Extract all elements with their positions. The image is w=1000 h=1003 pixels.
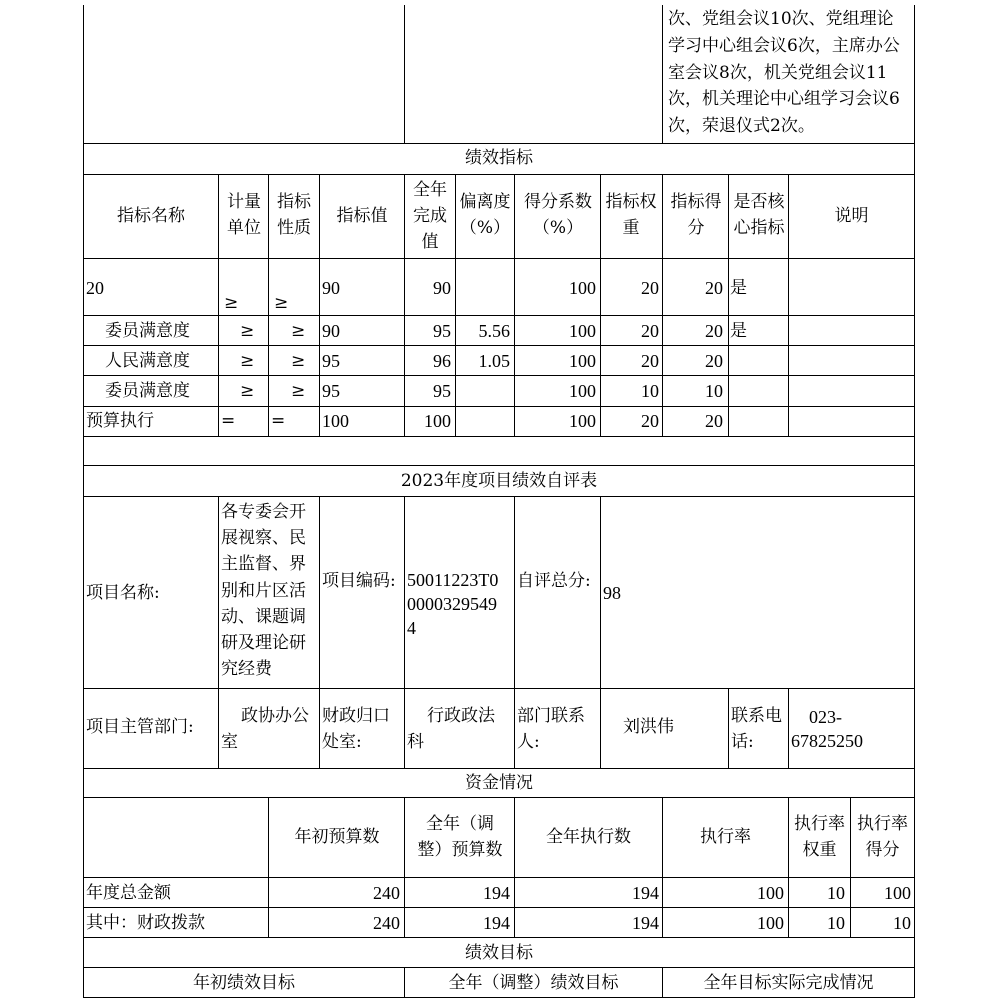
- indicator-row-2-completion: 96: [433, 351, 451, 371]
- funds-header-rate-score: 执行率得分: [857, 814, 908, 860]
- indicator-row-1-nature: ≥: [291, 321, 306, 341]
- contact-value: 刘洪伟: [623, 717, 674, 737]
- indicator-row-3-coef: 100: [569, 381, 596, 401]
- phone-value: 023-67825250: [791, 707, 863, 751]
- indicator-row-1-score: 20: [705, 321, 723, 341]
- indicator-row-4-coef: 100: [569, 411, 596, 431]
- indicator-row-1-weight: 20: [641, 321, 659, 341]
- indicator-row-1-value: 90: [322, 321, 340, 341]
- funds-row-1-adjusted: 194: [483, 913, 510, 933]
- funds-row-1-initial: 240: [373, 913, 400, 933]
- header-note: 说明: [834, 206, 869, 226]
- indicator-row-3-score: 10: [705, 381, 723, 401]
- indicator-row-4-unit: =: [221, 411, 236, 431]
- indicator-row-4-value: 100: [322, 411, 349, 431]
- indicator-row-3-completion: 95: [433, 381, 451, 401]
- dept-value: 政协办公室: [221, 706, 309, 752]
- finance-office-value: 行政政法科: [407, 706, 495, 752]
- indicator-row-3-weight: 10: [641, 381, 659, 401]
- goals-section-title: 绩效目标: [465, 943, 533, 963]
- indicator-row-2-name: 人民满意度: [105, 351, 190, 371]
- project-code-value: 50011223T000003295494: [407, 570, 499, 638]
- funds-row-0-rate: 100: [757, 883, 784, 903]
- goals-header-initial: 年初绩效目标: [193, 973, 295, 993]
- header-value: 指标值: [336, 206, 388, 226]
- indicator-row-0-weight: 20: [641, 278, 659, 298]
- contact-label: 部门联系人:: [517, 706, 585, 752]
- indicator-row-0-core: 是: [730, 278, 747, 298]
- indicator-row-0-unit: ≥: [224, 293, 239, 313]
- funds-row-0-rate-weight: 10: [827, 883, 845, 903]
- indicator-row-2-coef: 100: [569, 351, 596, 371]
- header-completion: 全年完成值: [413, 180, 447, 252]
- indicator-row-2-nature: ≥: [291, 351, 306, 371]
- funds-header-rate-weight: 执行率权重: [794, 814, 845, 860]
- header-score: 指标得分: [670, 192, 722, 238]
- funds-header-rate: 执行率: [700, 827, 751, 847]
- header-indicator-name: 指标名称: [117, 206, 185, 226]
- indicator-row-1-coef: 100: [569, 321, 596, 341]
- funds-row-0-initial: 240: [373, 883, 400, 903]
- indicator-row-4-weight: 20: [641, 411, 659, 431]
- project-code-label: 项目编码:: [322, 571, 396, 591]
- indicator-row-1-completion: 95: [433, 321, 451, 341]
- indicator-row-1-name: 委员满意度: [105, 321, 190, 341]
- header-weight: 指标权重: [605, 192, 657, 238]
- indicator-row-2-unit: ≥: [240, 351, 255, 371]
- indicator-row-1-deviation: 5.56: [478, 321, 510, 341]
- activity-summary-text: 次、党组会议10次、党组理论学习中心组会议6次，主席办公室会议8次，机关党组会议11次，机关理论中心组学习会议6次，荣退仪式2次。: [668, 9, 900, 137]
- goals-header-adjusted: 全年（调整）绩效目标: [448, 973, 619, 993]
- indicator-row-2-weight: 20: [641, 351, 659, 371]
- funds-row-1-executed: 194: [632, 913, 659, 933]
- goals-header-actual: 全年目标实际完成情况: [703, 973, 874, 993]
- indicator-row-4-score: 20: [705, 411, 723, 431]
- funds-row-1-label: 其中：财政拨款: [86, 913, 205, 933]
- indicator-row-4-name: 预算执行: [86, 411, 154, 431]
- project-name-value: 各专委会开展视察、民主监督、界别和片区活动、课题调研及理论研究经费: [221, 502, 306, 680]
- indicator-row-2-deviation: 1.05: [478, 351, 510, 371]
- indicator-row-1-core: 是: [730, 321, 747, 341]
- indicator-row-2-value: 95: [322, 351, 340, 371]
- indicator-row-0-score: 20: [705, 278, 723, 298]
- dept-label: 项目主管部门:: [86, 717, 194, 737]
- indicator-row-3-unit: ≥: [240, 381, 255, 401]
- funds-row-1-rate-score: 10: [893, 913, 911, 933]
- funds-row-0-adjusted: 194: [483, 883, 510, 903]
- self-score-value: 98: [603, 583, 621, 603]
- header-deviation: 偏离度（%）: [459, 192, 511, 238]
- header-nature: 指标性质: [277, 192, 311, 238]
- funds-header-executed: 全年执行数: [546, 827, 631, 847]
- indicator-row-2-score: 20: [705, 351, 723, 371]
- indicator-row-1-unit: ≥: [240, 321, 255, 341]
- indicator-row-3-nature: ≥: [291, 381, 306, 401]
- funds-row-1-rate-weight: 10: [827, 913, 845, 933]
- form-title: 2023年度项目绩效自评表: [400, 471, 598, 491]
- indicator-row-3-value: 95: [322, 381, 340, 401]
- funds-row-0-rate-score: 100: [884, 883, 911, 903]
- indicator-row-4-nature: =: [271, 411, 286, 431]
- funds-row-1-rate: 100: [757, 913, 784, 933]
- indicator-row-0-coef: 100: [569, 278, 596, 298]
- indicator-row-3-name: 委员满意度: [105, 381, 190, 401]
- indicator-row-0-completion: 90: [433, 278, 451, 298]
- project-name-label: 项目名称:: [86, 583, 160, 603]
- funds-row-0-executed: 194: [632, 883, 659, 903]
- funds-row-0-label: 年度总金额: [86, 883, 171, 903]
- funds-header-adjusted: 全年（调整）预算数: [417, 814, 503, 860]
- header-unit: 计量单位: [227, 192, 261, 238]
- indicator-row-0-name: 20: [86, 278, 104, 298]
- indicator-row-4-completion: 100: [424, 411, 451, 431]
- self-score-label: 自评总分:: [517, 571, 591, 591]
- indicators-section-title: 绩效指标: [465, 148, 533, 168]
- indicator-row-0-nature: ≥: [274, 293, 289, 313]
- phone-label: 联系电话:: [731, 706, 782, 752]
- funds-section-title: 资金情况: [465, 773, 533, 793]
- header-core: 是否核心指标: [733, 192, 785, 238]
- funds-header-initial: 年初预算数: [294, 827, 380, 847]
- finance-office-label: 财政归口处室:: [322, 706, 390, 752]
- header-coef: 得分系数（%）: [524, 192, 592, 238]
- indicator-row-0-value: 90: [322, 278, 340, 298]
